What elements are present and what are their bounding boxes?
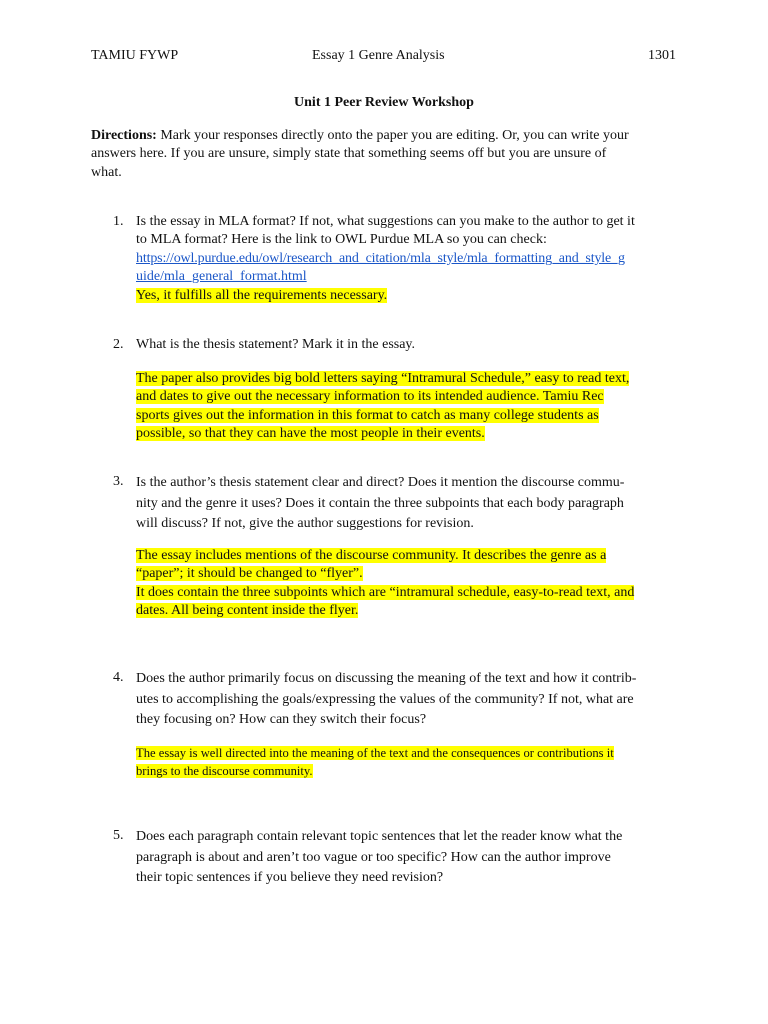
page-header	[91, 47, 676, 67]
answer-line: “paper”; it should be changed to “flyer”.	[136, 566, 363, 582]
answer-2	[136, 370, 681, 444]
question-number: 5.	[113, 828, 124, 843]
directions-line: what.	[91, 164, 122, 180]
directions-label: Directions:	[91, 128, 157, 143]
answer-line: dates. All being content inside the flyer.	[136, 603, 359, 619]
question-line: nity and the genre it uses? Does it contain the three subpoints that each body paragraph	[136, 495, 624, 511]
answer-line: sports gives out the information in this format to catch as many college students as	[136, 407, 599, 423]
question-line: Does each paragraph contain relevant topic sentences that let the reader know what the	[136, 829, 623, 844]
question-text	[136, 213, 677, 305]
header-right: 1301	[648, 48, 676, 63]
question-text	[136, 336, 677, 354]
answer-line: brings to the discourse community.	[136, 764, 313, 779]
directions-line: answers here. If you are unsure, simply state that something seems off but you are unsure of	[91, 146, 607, 162]
answer-4	[136, 744, 681, 781]
question-line: Is the essay in MLA format? If not, what suggestions can you make to the author to get it	[136, 214, 635, 229]
answer-line: The essay includes mentions of the discourse community. It describes the genre as a	[136, 548, 607, 563]
question-line: Is the author’s thesis statement clear and direct? Does it mention the discourse commu-	[136, 475, 625, 490]
question-number: 1.	[113, 214, 124, 229]
owl-purdue-link[interactable]: uide/mla_general_format.html	[136, 269, 307, 285]
answer-line: The essay is well directed into the meaning of the text and the consequences or contributions it	[136, 746, 614, 760]
question-text	[136, 827, 677, 889]
question-line: to MLA format? Here is the link to OWL Purdue MLA so you can check:	[136, 232, 547, 248]
header-center: Essay 1 Genre Analysis	[312, 48, 445, 63]
question-line: What is the thesis statement? Mark it in the essay.	[136, 337, 416, 352]
answer-line: Yes, it fulfills all the requirements necessary.	[136, 287, 388, 303]
question-number: 3.	[113, 474, 124, 489]
question-line: utes to accomplishing the goals/expressing the values of the community? If not, what are	[136, 691, 634, 707]
page-title: Unit 1 Peer Review Workshop	[294, 95, 474, 110]
question-line: they focusing on? How can they switch their focus?	[136, 712, 427, 727]
owl-purdue-link[interactable]: https://owl.purdue.edu/owl/research_and_citation/mla_style/mla_formatting_and_style_g	[136, 250, 625, 266]
question-line: their topic sentences if you believe they need revision?	[136, 870, 444, 885]
answer-line: It does contain the three subpoints which are “intramural schedule, easy-to-read text, and	[136, 584, 635, 600]
question-line: paragraph is about and aren’t too vague or too specific? How can the author improve	[136, 849, 611, 865]
answer-line: and dates to give out the necessary information to its intended audience. Tamiu Rec	[136, 389, 604, 405]
directions	[91, 127, 681, 182]
answer-3	[136, 547, 681, 621]
question-number: 4.	[113, 670, 124, 685]
header-left: TAMIU FYWP	[91, 48, 179, 63]
question-text	[136, 473, 677, 535]
question-number: 2.	[113, 337, 124, 352]
question-text	[136, 669, 677, 731]
directions-line: Mark your responses directly onto the paper you are editing. Or, you can write your	[160, 128, 629, 143]
answer-line: possible, so that they can have the most people in their events.	[136, 426, 485, 442]
question-line: Does the author primarily focus on discussing the meaning of the text and how it contrib-	[136, 671, 637, 686]
answer-line: The paper also provides big bold letters saying “Intramural Schedule,” easy to read text,	[136, 371, 630, 386]
question-line: will discuss? If not, give the author suggestions for revision.	[136, 516, 474, 531]
